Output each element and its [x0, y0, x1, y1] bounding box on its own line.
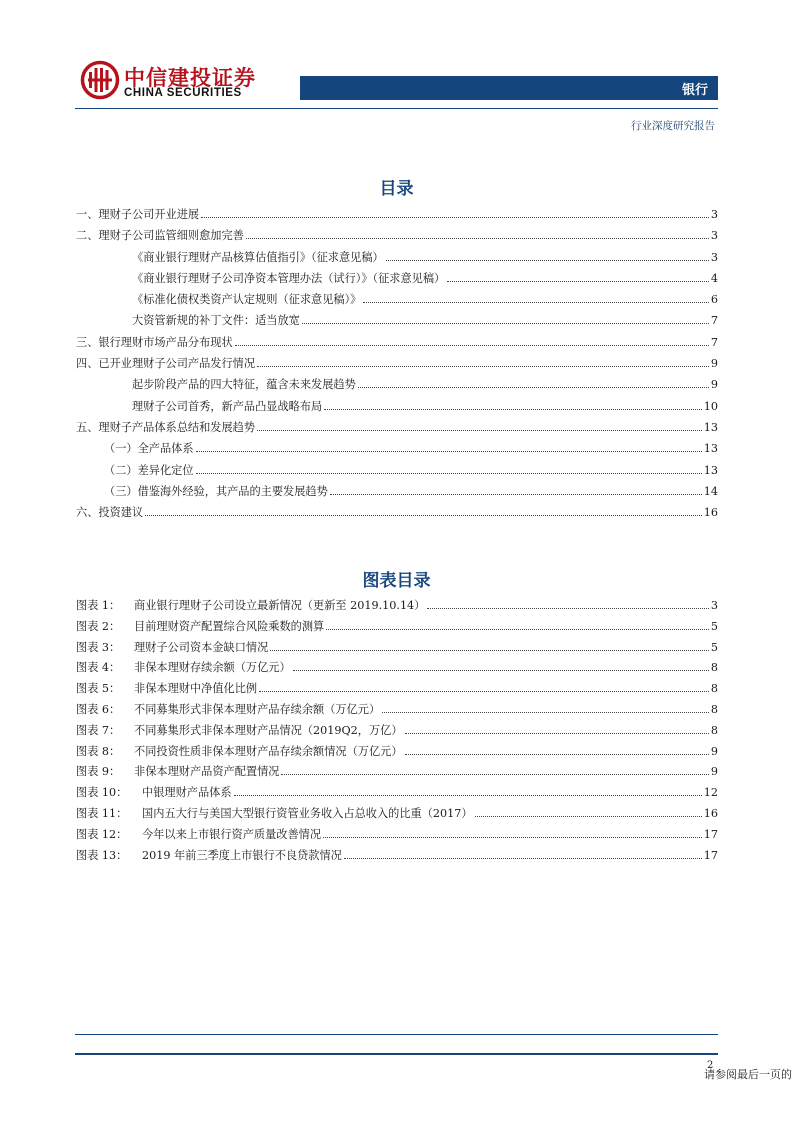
figure-entry[interactable]: [76, 722, 718, 743]
toc-entry-title: 《标准化债权类资产认定规则（征求意见稿）》: [132, 293, 362, 307]
figure-title: 2019 年前三季度上市银行不良贷款情况: [142, 848, 342, 862]
figure-list: [76, 597, 718, 867]
report-type: 行业深度研究报告: [631, 120, 715, 132]
figure-entry[interactable]: [76, 784, 718, 805]
figure-label: 图表 5：: [76, 682, 121, 696]
dot-leader: [382, 712, 709, 713]
figure-entry[interactable]: [76, 847, 718, 868]
dot-leader: [344, 858, 702, 859]
dot-leader: [145, 515, 702, 516]
toc-entry-title: （一）全产品体系: [104, 442, 194, 456]
figure-page: 9: [710, 765, 718, 779]
page-number: 2: [707, 1060, 714, 1071]
toc-entry-title: 起步阶段产品的四大特征，蕴含未来发展趋势: [132, 378, 356, 392]
toc-list: [76, 206, 718, 525]
toc-entry[interactable]: [76, 249, 718, 270]
figure-entry[interactable]: [76, 763, 718, 784]
dot-leader: [405, 733, 709, 734]
figure-label: 图表 12：: [76, 827, 128, 841]
dot-leader: [270, 650, 709, 651]
toc-entry-title: 理财子公司首秀，新产品凸显战略布局: [132, 399, 323, 413]
figure-page: 12: [703, 786, 718, 800]
figure-title: 非保本理财产品资产配置情况: [134, 765, 280, 779]
dot-leader: [246, 238, 709, 239]
figure-list-title: 图表目录: [362, 571, 431, 591]
dot-leader: [324, 409, 702, 410]
dot-leader: [386, 260, 709, 261]
figure-page: 8: [710, 661, 718, 675]
toc-entry-page: 3: [710, 208, 718, 221]
dot-leader: [302, 323, 709, 324]
figure-entry[interactable]: [76, 680, 718, 701]
dot-leader: [447, 281, 709, 282]
toc-entry-page: 4: [710, 271, 718, 285]
toc-entry-page: 13: [703, 420, 718, 434]
figure-label: 图表 13：: [76, 848, 128, 862]
figure-title: 国内五大行与美国大型银行资管业务收入占总收入的比重（2017）: [142, 806, 473, 820]
figure-page: 8: [710, 723, 718, 737]
dot-leader: [358, 387, 709, 388]
brand-name-cn: 中信建投证券: [124, 66, 256, 90]
dot-leader: [427, 608, 709, 609]
toc-entry-title: （二）差异化定位: [104, 463, 194, 477]
figure-page: 5: [710, 640, 718, 654]
figure-entry[interactable]: [76, 639, 718, 660]
figure-title: 商业银行理财子公司设立最新情况（更新至 2019.10.14）: [134, 599, 426, 612]
figure-label: 图表 9：: [76, 765, 121, 779]
toc-title: 目录: [379, 179, 414, 199]
toc-entry-title: 《商业银行理财子公司净资本管理办法（试行）》（征求意见稿）: [132, 271, 446, 285]
footer-divider-bold: [75, 1053, 718, 1055]
toc-entry[interactable]: [76, 483, 718, 504]
toc-entry-page: 13: [703, 442, 718, 456]
figure-page: 17: [703, 827, 718, 841]
figure-title: 今年以来上市银行资产质量改善情况: [142, 827, 322, 841]
toc-entry[interactable]: [76, 355, 718, 376]
figure-entry[interactable]: [76, 618, 718, 639]
dot-leader: [281, 774, 708, 775]
dot-leader: [196, 451, 702, 452]
dot-leader: [475, 816, 702, 817]
figure-label: 图表 2：: [76, 619, 121, 633]
toc-entry-page: 13: [703, 463, 718, 477]
dot-leader: [257, 430, 702, 431]
dot-leader: [330, 494, 702, 495]
figure-entry[interactable]: [76, 743, 718, 764]
dot-leader: [326, 629, 709, 630]
toc-entry[interactable]: [76, 312, 718, 333]
figure-page: 17: [703, 848, 718, 862]
toc-entry[interactable]: [76, 291, 718, 312]
toc-entry[interactable]: [76, 440, 718, 461]
dot-leader: [234, 795, 702, 796]
toc-entry-page: 10: [703, 399, 718, 413]
toc-entry-page: 7: [710, 314, 718, 328]
figure-label: 图表 7：: [76, 723, 121, 737]
dot-leader: [196, 473, 702, 474]
figure-entry[interactable]: [76, 659, 718, 680]
toc-entry-page: 9: [710, 357, 718, 371]
china-securities-logo-icon: [80, 60, 120, 100]
toc-entry-title: 三、银行理财市场产品分布现状: [76, 335, 233, 349]
toc-entry[interactable]: [76, 334, 718, 355]
toc-entry[interactable]: [76, 419, 718, 440]
toc-entry-page: 6: [710, 293, 718, 307]
figure-title: 不同募集形式非保本理财产品存续余额（万亿元）: [134, 702, 381, 716]
footer-note: 请参阅最后一页的: [704, 1068, 792, 1081]
dot-leader: [201, 217, 709, 218]
toc-entry[interactable]: [76, 504, 718, 525]
figure-entry[interactable]: [76, 826, 718, 847]
header-divider: [75, 108, 718, 109]
toc-entry[interactable]: [76, 398, 718, 419]
dot-leader: [235, 345, 709, 346]
dot-leader: [259, 691, 709, 692]
toc-entry-title: 二、理财子公司监管细则愈加完善: [76, 229, 244, 243]
figure-page: 8: [710, 682, 718, 696]
figure-title: 不同募集形式非保本理财产品情况（2019Q2，万亿）: [134, 723, 403, 737]
toc-entry-page: 3: [710, 229, 718, 243]
dot-leader: [405, 754, 709, 755]
figure-label: 图表 3：: [76, 640, 121, 654]
toc-entry-page: 14: [703, 484, 718, 498]
figure-page: 16: [703, 806, 718, 820]
toc-entry-page: 7: [710, 335, 718, 349]
toc-entry-title: 《商业银行理财产品核算估值指引》（征求意见稿）: [132, 250, 384, 264]
figure-label: 图表 6：: [76, 702, 121, 716]
figure-entry[interactable]: [76, 805, 718, 826]
toc-entry[interactable]: [76, 376, 718, 397]
figure-title: 理财子公司资本金缺口情况: [134, 640, 269, 654]
figure-page: 3: [710, 599, 718, 612]
header-bar: [300, 76, 718, 100]
toc-entry-page: 16: [703, 506, 718, 520]
figure-title: 非保本理财存续余额（万亿元）: [134, 661, 291, 675]
toc-entry-title: 四、已开业理财子公司产品发行情况: [76, 357, 256, 371]
figure-title: 中银理财产品体系: [142, 786, 232, 800]
figure-label: 图表 10：: [76, 786, 128, 800]
figure-label: 图表 8：: [76, 744, 121, 758]
toc-entry-title: 六、投资建议: [76, 506, 144, 520]
toc-entry[interactable]: [76, 206, 718, 227]
figure-page: 9: [710, 744, 718, 758]
figure-page: 8: [710, 702, 718, 716]
dot-leader: [363, 302, 709, 303]
toc-entry[interactable]: [76, 462, 718, 483]
toc-entry-title: 大资管新规的补丁文件：适当放宽: [132, 314, 300, 328]
figure-title: 目前理财资产配置综合风险乘数的测算: [134, 619, 325, 633]
figure-label: 图表 1：: [76, 599, 121, 612]
figure-entry[interactable]: [76, 597, 718, 618]
toc-entry[interactable]: [76, 227, 718, 248]
dot-leader: [257, 366, 709, 367]
sector-label: 银行: [681, 83, 708, 98]
figure-title: 非保本理财中净值化比例: [134, 682, 258, 696]
figure-label: 图表 11：: [76, 806, 128, 820]
toc-entry-title: 一、理财子公司开业进展: [76, 208, 200, 221]
toc-entry-page: 3: [710, 250, 718, 264]
figure-label: 图表 4：: [76, 661, 121, 675]
brand-logo: [80, 60, 256, 102]
figure-page: 5: [710, 619, 718, 633]
figure-entry[interactable]: [76, 701, 718, 722]
dot-leader: [293, 670, 709, 671]
toc-entry-title: （三）借鉴海外经验，其产品的主要发展趋势: [104, 484, 328, 498]
figure-title: 不同投资性质非保本理财产品存续余额情况（万亿元）: [134, 744, 403, 758]
toc-entry-page: 9: [710, 378, 718, 392]
footer-divider: [75, 1034, 718, 1035]
toc-entry-title: 五、理财子产品体系总结和发展趋势: [76, 420, 256, 434]
dot-leader: [323, 837, 702, 838]
toc-entry[interactable]: [76, 270, 718, 291]
brand-name-en: CHINA SECURITIES: [124, 87, 242, 99]
